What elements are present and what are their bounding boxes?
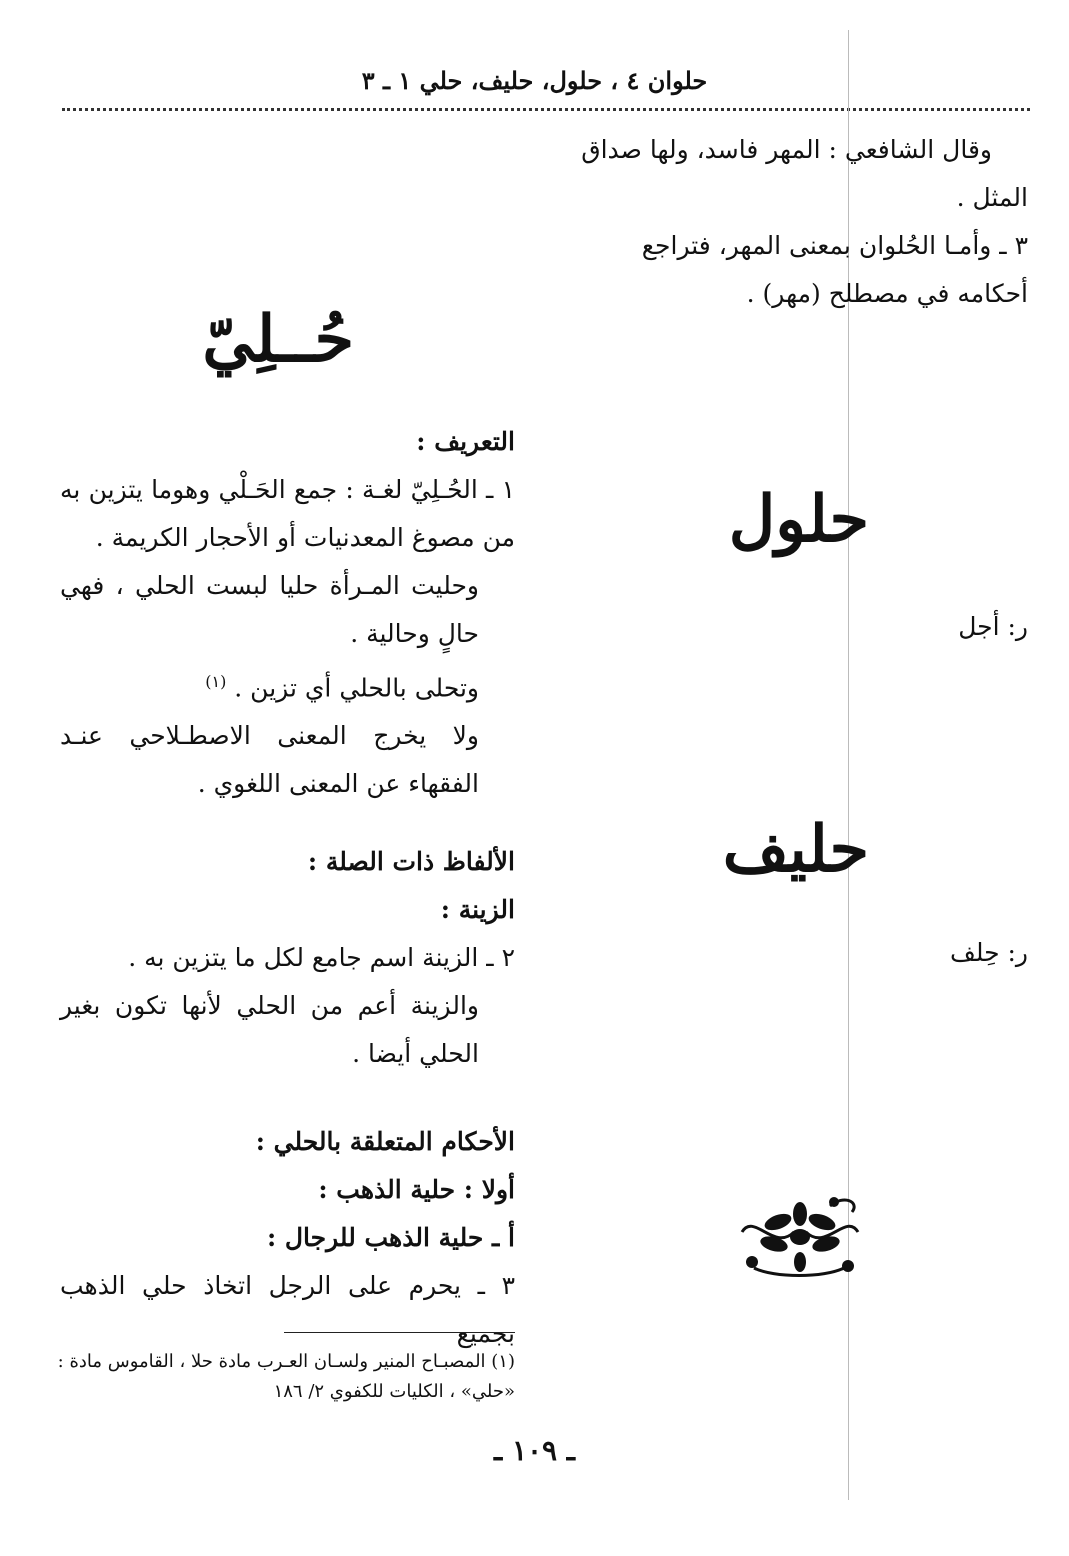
right-column-paragraph: [573, 126, 1028, 222]
footnote: (١) المصبـاح المنير ولسـان العـرب مادة حلا ، القاموس مادة : «حلي» ، الكليات للكفوي ٢/ ١٨٦: [57, 1351, 515, 1402]
left-column-body: [60, 1118, 515, 1358]
left-column-body: [60, 418, 515, 808]
section-heading: الزينة :: [440, 895, 515, 924]
footnote-marker: (١): [205, 672, 227, 691]
right-column-paragraph: [573, 222, 1028, 318]
entry-title-halif: حليف: [722, 812, 869, 887]
cross-reference: ر: أجل: [958, 612, 1028, 641]
paragraph: وقال الشافعي : المهر فاسد، ولها صداق المثل .: [581, 135, 1028, 212]
running-head: حلوان ٤ ، حلول، حليف، حلي ١ ـ ٣: [361, 66, 708, 95]
dotted-rule: [62, 108, 1030, 111]
left-column-body: [60, 838, 515, 1078]
paragraph: والزينة أعم من الحلي لأنها تكون بغير الحلي أيضا .: [60, 991, 479, 1068]
paragraph: ٢ ـ الزينة اسم جامع لكل ما يتزين به .: [128, 943, 515, 972]
paragraph-text: وتحلى بالحلي أي تزين .: [234, 673, 479, 703]
section-heading: التعريف :: [416, 427, 515, 456]
paragraph: ٣ ـ يحرم على الرجل اتخاذ حلي الذهب بجميع: [60, 1271, 515, 1348]
section-heading: الألفاظ ذات الصلة :: [307, 847, 515, 876]
cross-reference: ر: حِلف: [949, 938, 1028, 967]
paragraph: وحليت المـرأة حليا لبست الحلي ، فهي حالٍ وحالية .: [60, 571, 479, 648]
footnote-rule: [284, 1332, 515, 1333]
floral-ornament-icon: [734, 1192, 866, 1282]
paragraph: [60, 658, 515, 712]
paragraph: ولا يخرج المعنى الاصطـلاحي عنـد الفقهاء عن المعنى اللغوي .: [60, 721, 479, 799]
page-number: ـ ١٠٩ ـ: [493, 1434, 576, 1467]
paragraph: ٣ ـ وأمـا الحُلوان بمعنى المهر، فتراجع أحكامه في مصطلح (مهر) .: [641, 231, 1028, 308]
paragraph: ١ ـ الحُـلِيّ لغـة : جمع الحَـلْي وهوما يتزين به من مصوغ المعدنيات أو الأحجار الكريمة .: [60, 475, 515, 552]
section-heading: أولا : حلية الذهب :: [318, 1175, 515, 1204]
entry-title-hulul: حلول: [728, 482, 869, 557]
section-heading: أ ـ حلية الذهب للرجال :: [266, 1223, 515, 1252]
entry-title-huliyy: حُــلِيّ: [202, 302, 354, 377]
section-heading: الأحكام المتعلقة بالحلي :: [255, 1127, 515, 1156]
